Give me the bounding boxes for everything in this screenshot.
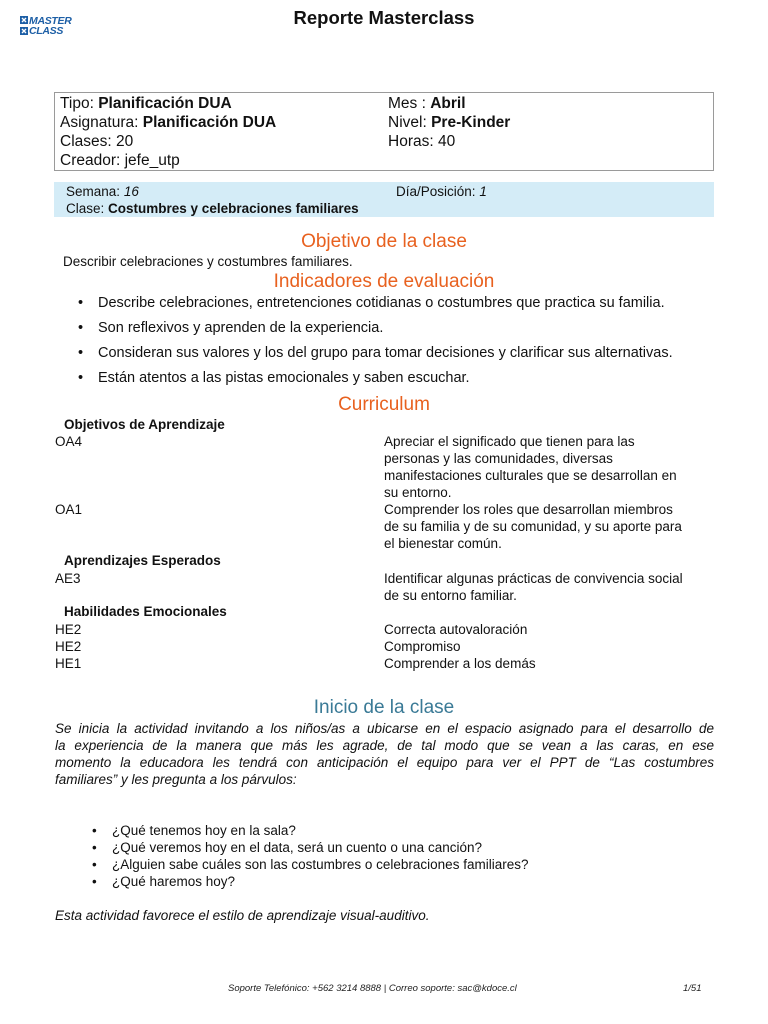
indicador-item: • Consideran sus valores y los del grupo para tomar decisiones y clarificar sus alternativas.	[76, 344, 673, 362]
question-item: • ¿Qué haremos hoy?	[92, 873, 528, 890]
tipo-field	[60, 94, 232, 113]
asignatura-field	[60, 113, 276, 132]
question-item: • ¿Qué veremos hoy en el data, será un cuento o una canción?	[92, 839, 528, 856]
ae-description-line: de su entorno familiar.	[384, 588, 517, 603]
ae-description-line: Identificar algunas prácticas de convivencia social	[384, 571, 683, 586]
nivel-value: Pre-Kinder	[431, 114, 511, 131]
oa-description-line: Apreciar el significado que tienen para las	[384, 434, 635, 449]
he-code: HE1	[55, 656, 82, 671]
inicio-paragraph-line: la experiencia de la manera que más les agrade, de tal modo que se vean a las caras, en ese	[55, 738, 714, 753]
tipo-label: Tipo:	[60, 95, 94, 112]
inicio-paragraph-line: familiares” y les pregunta a los párvulos:	[55, 772, 297, 787]
week-bar	[54, 182, 714, 217]
creador-field: Creador: jefe_utp	[60, 152, 180, 169]
posicion-value: 1	[479, 184, 487, 199]
oa-description-line: el bienestar común.	[384, 536, 502, 551]
oa-description-line: Comprender los roles que desarrollan miembros	[384, 502, 673, 517]
oa-description-line: personas y las comunidades, diversas	[384, 451, 613, 466]
he-description: Comprender a los demás	[384, 656, 536, 671]
mes-field	[388, 94, 466, 113]
clase-label: Clase:	[66, 201, 105, 216]
he-description: Correcta autovaloración	[384, 622, 528, 637]
horas-field: Horas: 40	[388, 133, 456, 150]
oa-code: OA4	[55, 434, 83, 449]
mes-value: Abril	[430, 95, 466, 112]
logo-text-master: MASTER	[29, 15, 72, 27]
oa-description-line: manifestaciones culturales que se desarrollan en	[384, 468, 677, 483]
oa-description	[384, 501, 714, 552]
he-description: Compromiso	[384, 639, 461, 654]
mes-label: Mes :	[388, 95, 426, 112]
indicador-item: • Describe celebraciones, entretenciones cotidianas o costumbres que practica su familia.	[76, 294, 673, 312]
semana-label: Semana:	[66, 184, 121, 199]
clase-field	[66, 200, 359, 217]
indicadores-heading: Indicadores de evaluación	[273, 271, 495, 292]
inicio-paragraph	[55, 720, 714, 788]
logo-text-class: CLASS	[29, 25, 64, 37]
indicador-item: • Están atentos a las pistas emocionales y saben escuchar.	[76, 369, 673, 387]
ae-code: AE3	[55, 571, 81, 586]
questions-list	[92, 822, 528, 890]
tipo-value: Planificación DUA	[98, 95, 232, 112]
indicador-item: • Son reflexivos y aprenden de la experiencia.	[76, 319, 673, 337]
page-number: 1/51	[683, 983, 702, 994]
asignatura-value: Planificación DUA	[142, 114, 277, 131]
oa-description-line: de su familia y de su comunidad, y su aporte para	[384, 519, 682, 534]
inicio-heading: Inicio de la clase	[313, 697, 455, 718]
nivel-field	[388, 113, 510, 132]
question-item: • ¿Qué tenemos hoy en la sala?	[92, 822, 528, 839]
clase-value: Costumbres y celebraciones familiares	[108, 201, 359, 216]
oa-description	[384, 433, 714, 501]
indicadores-list	[76, 294, 673, 387]
semana-field	[66, 183, 139, 200]
he-code: HE2	[55, 639, 82, 654]
inicio-paragraph-line: momento la educadora les tendrá con anticipación el equipo para ver el PPT de “Las costumbres	[55, 755, 714, 770]
ae-description	[384, 570, 714, 604]
class-info-box	[54, 92, 714, 171]
footer-support: Soporte Telefónico: +562 3214 8888 | Correo soporte: sac@kdoce.cl	[228, 983, 517, 994]
he-code: HE2	[55, 622, 82, 637]
semana-value: 16	[123, 184, 139, 199]
posicion-label: Día/Posición:	[396, 184, 476, 199]
inicio-closing: Esta actividad favorece el estilo de aprendizaje visual-auditivo.	[55, 908, 430, 923]
objetivo-heading: Objetivo de la clase	[301, 231, 467, 252]
oa-code: OA1	[55, 502, 83, 517]
he-heading: Habilidades Emocionales	[64, 604, 227, 619]
oa-heading: Objetivos de Aprendizaje	[64, 417, 225, 432]
ae-heading: Aprendizajes Esperados	[64, 553, 221, 568]
oa-description-line: su entorno.	[384, 485, 452, 500]
nivel-label: Nivel:	[388, 114, 427, 131]
curriculum-heading: Curriculum	[338, 394, 430, 415]
inicio-paragraph-line: Se inicia la actividad invitando a los niños/as a ubicarse en el espacio asignado para el desarrollo de	[55, 721, 714, 736]
clases-field: Clases: 20	[60, 133, 134, 150]
posicion-field	[396, 183, 487, 200]
objetivo-text: Describir celebraciones y costumbres familiares.	[63, 254, 353, 269]
report-title: Reporte Masterclass	[293, 7, 475, 28]
asignatura-label: Asignatura:	[60, 114, 139, 131]
question-item: • ¿Alguien sabe cuáles son las costumbres o celebraciones familiares?	[92, 856, 528, 873]
